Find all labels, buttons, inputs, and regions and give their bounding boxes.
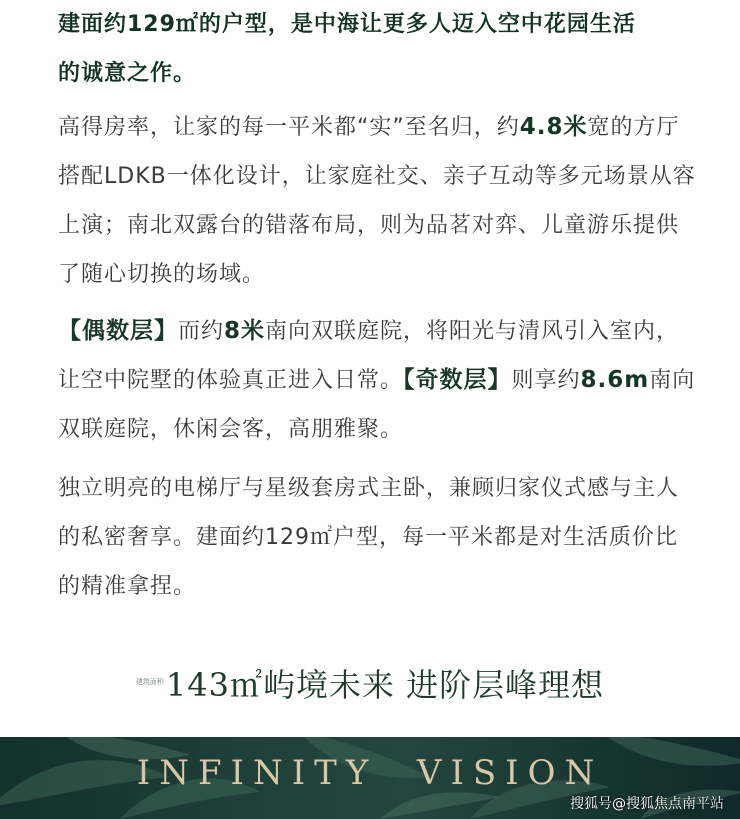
paragraph-master-suite: 独立明亮的电梯厅与星级套房式主卧，兼顾归家仪式感与主人的私密奢享。建面约129㎡户型，每一平米都是对生活质价比的精准拿捏。 xyxy=(58,476,680,599)
para2-text-h: 南向双联庭院，休闲会客，高朋雅聚。 xyxy=(58,368,696,442)
para1-text-c: 宽的方厅搭配LDKB一体化设计，让家庭社交、亲子互动等多元场景从容上演；南北双露台的错落布局，则为品茗对弈、儿童游乐提供了随心切换的场域。 xyxy=(58,115,696,287)
para2-text-f: 则享约 xyxy=(511,368,581,393)
odd-floor-width: 8.6m xyxy=(580,367,650,393)
para2-text-b: 而约 xyxy=(178,319,225,344)
intro-heading-line1: 建面约129㎡的户型，是中海让更多人迈入空中花园生活 xyxy=(58,12,636,37)
source-watermark: 搜狐号@搜狐焦点南平站 xyxy=(570,796,724,812)
paragraph-courtyard xyxy=(58,307,698,454)
section-title-main: 143㎡屿境未来 进阶层峰理想 xyxy=(165,666,605,704)
even-floor-width: 8米 xyxy=(224,318,266,344)
odd-floor-label: 【奇数层】 xyxy=(403,367,512,393)
para1-text-a: 高得房率，让家的每一平米都“实”至名归，约 xyxy=(58,115,520,140)
para1-highlight-width: 4.8米 xyxy=(519,114,588,140)
section-title xyxy=(0,660,740,706)
paragraph-hall-design xyxy=(58,103,698,299)
intro-heading xyxy=(58,0,636,98)
intro-heading-line2: 的诚意之作。 xyxy=(58,61,197,86)
section-title-small-label: 建筑面积 xyxy=(135,678,164,686)
para2-text-d: 南向双联庭院，将阳光与清风引入室内，让空中院墅的体验真正进入日常。 xyxy=(58,319,680,393)
even-floor-label: 【偶数层】 xyxy=(58,318,178,344)
banner-title: INFINITY VISION xyxy=(136,753,604,793)
